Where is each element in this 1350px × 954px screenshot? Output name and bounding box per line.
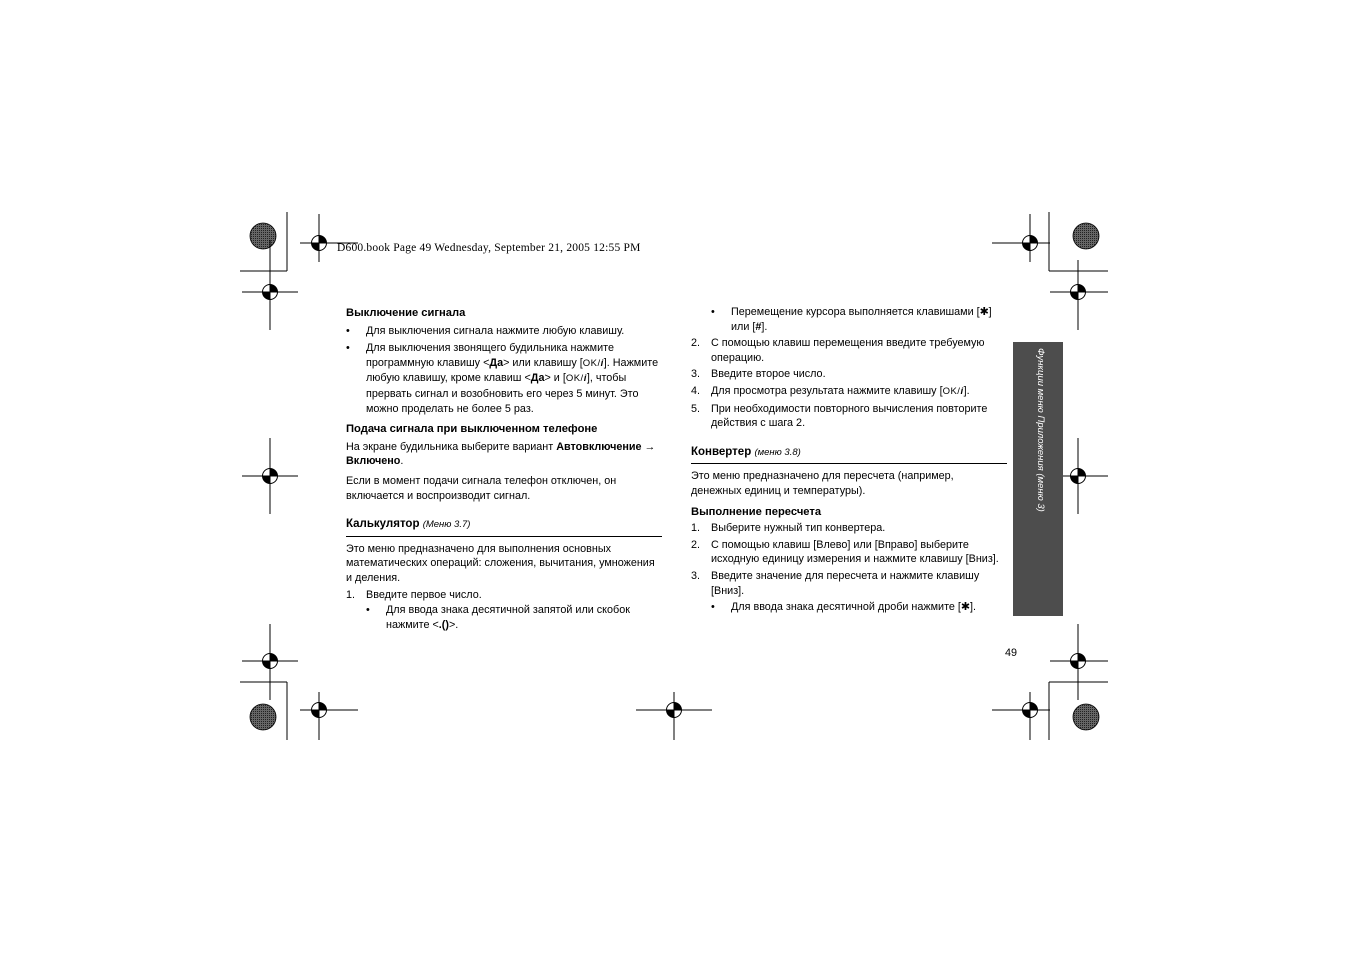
- list-item: • Для ввода знака десятичной запятой или скобок нажмите <.()>.: [366, 604, 630, 631]
- ok-key-icon: OK/i: [942, 385, 964, 397]
- list-item: • Для ввода знака десятичной дроби нажмите [✱].: [711, 601, 976, 614]
- paragraph: Если в момент подачи сигнала телефон отключен, он включается и воспроизводит сигнал.: [346, 474, 617, 502]
- list-item: 4. Для просмотра результата нажмите клавишу [OK/i].: [691, 384, 970, 397]
- list-item: 3. Введите второе число.: [691, 368, 826, 381]
- list-item: 1. Введите первое число.: [346, 588, 482, 601]
- list-item: 3. Введите значение для пересчета и нажмите клавишу [Вниз].: [691, 569, 980, 597]
- list-item: 2. С помощью клавиш [Влево] или [Вправо] выберите исходную единицу измерения и нажмите клавишу [Вниз].: [691, 538, 999, 566]
- star-key-icon: ✱: [979, 306, 989, 318]
- right-column: [691, 305, 1007, 615]
- paragraph: На экране будильника выберите вариант Автовключение → Включено.: [346, 440, 656, 468]
- heading-alarm-off: Выключение сигнала: [346, 307, 466, 319]
- left-column: [346, 306, 662, 632]
- list-item: • Для выключения сигнала нажмите любую клавишу.: [346, 324, 625, 337]
- ok-key-icon: OK/i: [582, 357, 604, 369]
- paragraph: Это меню предназначено для выполнения основных математических операций: сложения, вычитания, умножения и деления.: [346, 542, 655, 584]
- ok-key-icon: OK/i: [565, 373, 587, 385]
- book-header: D600.book Page 49 Wednesday, September 21, 2005 12:55 PM: [337, 242, 641, 254]
- page-number: 49: [1005, 647, 1018, 659]
- heading-alarm-phone-off: Подача сигнала при выключенном телефоне: [346, 423, 598, 436]
- list-item: • Для выключения звонящего будильника нажмите программную клавишу <Да> или клавишу [OK/i]. Нажмите любую клавишу, кроме клавиш <Да> и [OK/i], чтобы прервать сигнал и возобновить его через 5 минут. Это можно проделать не более 5 раз.: [346, 342, 659, 415]
- hash-key-icon: #: [755, 320, 762, 333]
- section-title-calculator: Калькулятор (Меню 3.7): [346, 517, 662, 537]
- list-item: 5. При необходимости повторного вычисления повторите действия с шага 2.: [691, 402, 988, 430]
- paragraph: Это меню предназначено для пересчета (например, денежных единиц и температуры).: [691, 470, 954, 497]
- list-item: • Перемещение курсора выполняется клавишами [✱] или [#].: [711, 306, 992, 333]
- section-tab-label: Функции меню Приложения (меню 3): [1035, 348, 1046, 512]
- star-key-icon: ✱: [960, 601, 970, 614]
- list-item: 1. Выберите нужный тип конвертера.: [691, 522, 886, 535]
- list-item: 2. С помощью клавиш перемещения введите требуемую операцию.: [691, 337, 985, 364]
- section-title-converter: Конвертер (меню 3.8): [691, 445, 1007, 465]
- heading-conversion: Выполнение пересчета: [691, 505, 822, 518]
